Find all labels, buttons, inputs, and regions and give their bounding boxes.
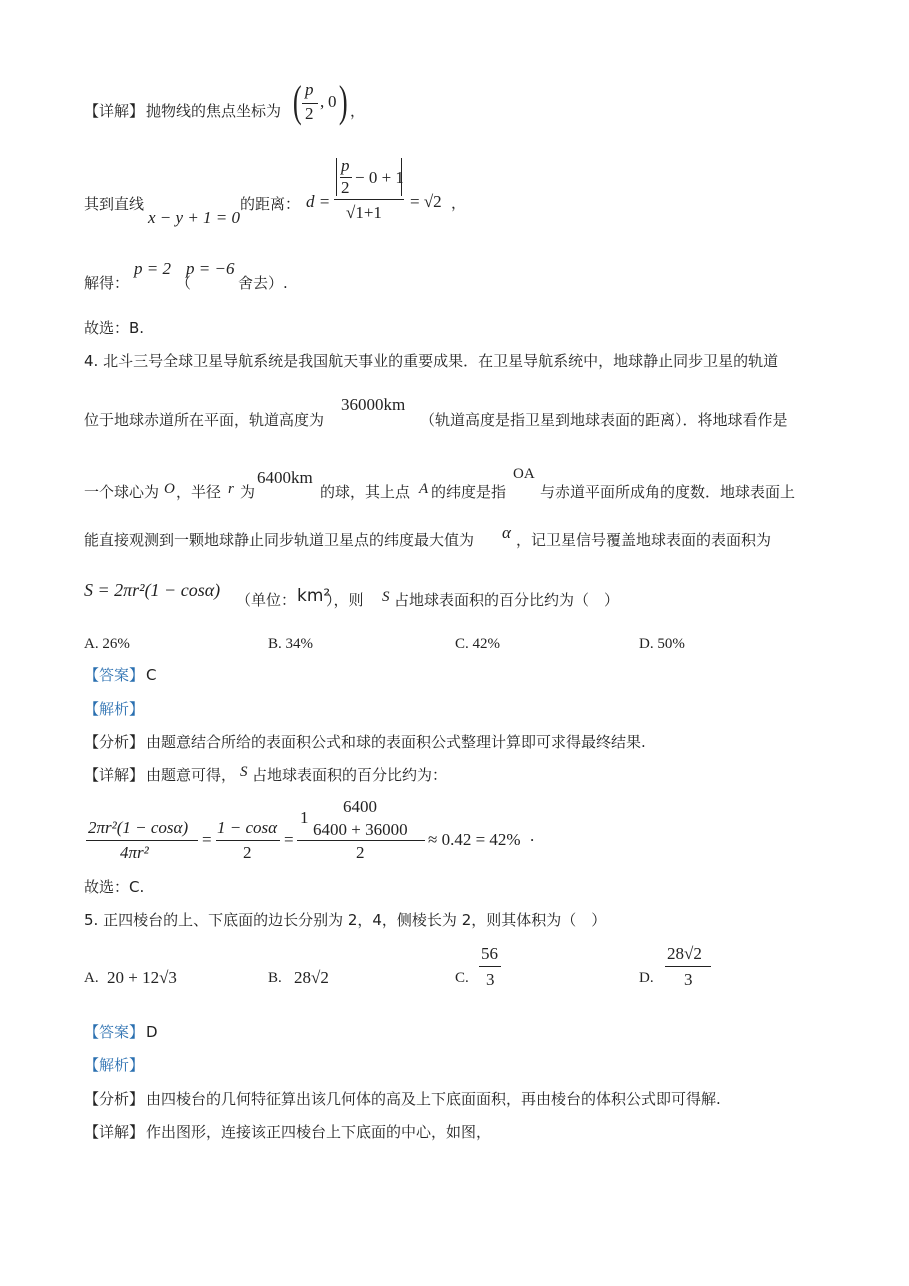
q4-f1-den: 4πr²	[120, 843, 149, 862]
q5-opt-d-den: 3	[684, 970, 693, 989]
q4-option-c: C. 42%	[455, 636, 500, 652]
q4-unit-b: ），则	[326, 591, 364, 609]
q4-A: A	[419, 481, 429, 497]
q4-line3f: 与赤道平面所成角的度数．地球表面上	[540, 483, 796, 501]
focus-zero: 0	[328, 92, 337, 111]
dist-prefix: 其到直线	[84, 195, 145, 213]
q4-line3d: 的球，其上点	[320, 483, 411, 501]
q5-detail-tag: 【详解】	[84, 1123, 145, 1141]
q4-line4b: ，记卫星信号覆盖地球表面的表面积为	[516, 531, 772, 549]
abs-bar-left	[336, 158, 337, 196]
q4-detail-tag: 【详解】	[84, 766, 145, 784]
q5-stem: 5. 正四棱台的上、下底面的边长分别为 2，4，侧棱长为 2，则其体积为（ ）	[84, 911, 607, 929]
q4-analysis-tag: 【解析】	[84, 700, 145, 718]
q4-formula: S = 2πr²(1 − cosα)	[84, 580, 221, 600]
q4-line3a: 一个球心为	[84, 483, 160, 501]
q4-alpha: α	[502, 523, 511, 542]
q4-detail-a: 由题意可得，	[146, 766, 237, 784]
q5-answer: D	[146, 1023, 158, 1041]
q4-choose: 故选：C.	[84, 878, 145, 896]
q5-opt-c-den: 3	[486, 970, 495, 989]
q4-answer: C	[146, 666, 157, 684]
d-rhs: = √2	[410, 192, 442, 211]
d-num-2: 2	[341, 178, 350, 197]
dist-text: 的距离：	[240, 195, 301, 213]
d-main-frac-bar	[334, 199, 404, 200]
solve-paren: （	[176, 274, 192, 292]
q4-f3-num-1: 1	[300, 808, 309, 827]
d-num-rest: − 0 + 1	[355, 168, 404, 187]
q4-line2b: （轨道高度是指卫星到地球表面的距离）．将地球看作是	[420, 411, 788, 429]
q4-unit: km²	[297, 586, 331, 606]
focus-p: p	[305, 80, 314, 99]
q4-option-d: D. 50%	[639, 636, 685, 652]
solve-alt: p = −6	[186, 259, 235, 278]
focus-sep: ,	[320, 92, 325, 111]
q4-detail-S: S	[240, 764, 248, 780]
q5-opt-c-label: C.	[455, 970, 469, 986]
q5-opt-a-label: A.	[84, 970, 99, 986]
q5-answer-tag: 【答案】	[84, 1023, 145, 1041]
q4-f2-den: 2	[243, 843, 252, 862]
q5-opt-d-num: 28√2	[667, 944, 702, 963]
q5-opt-c-num: 56	[481, 944, 498, 963]
q4-dot: .	[530, 826, 535, 845]
q4-line2a: 位于地球赤道所在平面，轨道高度为	[84, 411, 325, 429]
focus-end: ，	[350, 102, 366, 120]
q4-O: O	[164, 481, 175, 497]
q4-line1: 4. 北斗三号全球卫星导航系统是我国航天事业的重要成果．在卫星导航系统中，地球静止同步卫星的轨道	[84, 352, 779, 370]
q4-line3c: 为	[240, 483, 256, 501]
block1-answer: 故选：B.	[84, 319, 145, 337]
q5-detail-text: 作出图形，连接该正四棱台上下底面的中心，如图，	[146, 1123, 492, 1141]
q4-OA: OA	[513, 466, 535, 482]
focus-left-paren: (	[292, 77, 302, 126]
q5-opt-d-bar	[665, 966, 711, 967]
q4-fenxi-text: 由题意结合所给的表面积公式和球的表面积公式整理计算即可求得最终结果.	[146, 733, 646, 751]
q4-line4a: 能直接观测到一颗地球静止同步轨道卫星点的纬度最大值为	[84, 531, 475, 549]
solve-text: 解得：	[84, 274, 130, 292]
q5-opt-d-label: D.	[639, 970, 654, 986]
q5-fenxi-text: 由四棱台的几何特征算出该几何体的高及上下底面面积，再由棱台的体积公式即可得解.	[146, 1090, 721, 1108]
d-lhs: d =	[306, 192, 331, 211]
q5-analysis-tag: 【解析】	[84, 1056, 145, 1074]
q5-opt-c-bar	[479, 966, 501, 967]
q4-unit-a: （单位：	[236, 591, 297, 609]
q4-f2-bar	[216, 840, 280, 841]
q4-radius: 6400km	[257, 468, 313, 487]
q5-opt-a: 20 + 12√3	[107, 968, 177, 987]
q4-answer-tag: 【答案】	[84, 666, 145, 684]
q4-f3-num-mid: 6400 + 36000	[313, 820, 408, 839]
q4-option-a: A. 26%	[84, 636, 130, 652]
q4-f3-den: 2	[356, 843, 365, 862]
focus-2: 2	[305, 104, 314, 123]
line-equation: x − y + 1 = 0	[148, 208, 241, 227]
q4-r: r	[228, 481, 234, 497]
q5-opt-b: 28√2	[294, 968, 329, 987]
solve-discard: 舍去）.	[238, 274, 288, 292]
q4-detail-b: 占地球表面积的百分比约为：	[252, 766, 448, 784]
q4-f2-num: 1 − cosα	[217, 818, 278, 837]
detail-tag: 【详解】	[84, 102, 145, 120]
q4-approx: ≈ 0.42 = 42%	[428, 830, 521, 849]
d-num-p: p	[341, 156, 350, 175]
focus-right-paren: )	[338, 77, 348, 126]
q4-eq1: =	[202, 830, 212, 849]
q5-opt-b-label: B.	[268, 970, 282, 986]
q4-f1-bar	[86, 840, 198, 841]
q4-f3-top: 6400	[343, 797, 377, 816]
q4-height: 36000km	[341, 395, 406, 414]
q5-fenxi-tag: 【分析】	[84, 1090, 145, 1108]
d-den: √1+1	[346, 203, 382, 222]
q4-f3-bar	[297, 840, 425, 841]
q4-eq2: =	[284, 830, 294, 849]
q4-line5b: 占地球表面积的百分比约为（ ）	[394, 591, 620, 609]
focus-text: 抛物线的焦点坐标为	[146, 102, 282, 120]
d-end: ，	[451, 194, 467, 212]
q4-line3b: ，半径	[176, 483, 222, 501]
q4-fenxi-tag: 【分析】	[84, 733, 145, 751]
q4-S: S	[382, 589, 390, 605]
q4-option-b: B. 34%	[268, 636, 313, 652]
solve-p: p = 2	[134, 259, 171, 278]
q4-f1-num: 2πr²(1 − cosα)	[88, 818, 189, 837]
q4-line3e: 的纬度是指	[431, 483, 507, 501]
